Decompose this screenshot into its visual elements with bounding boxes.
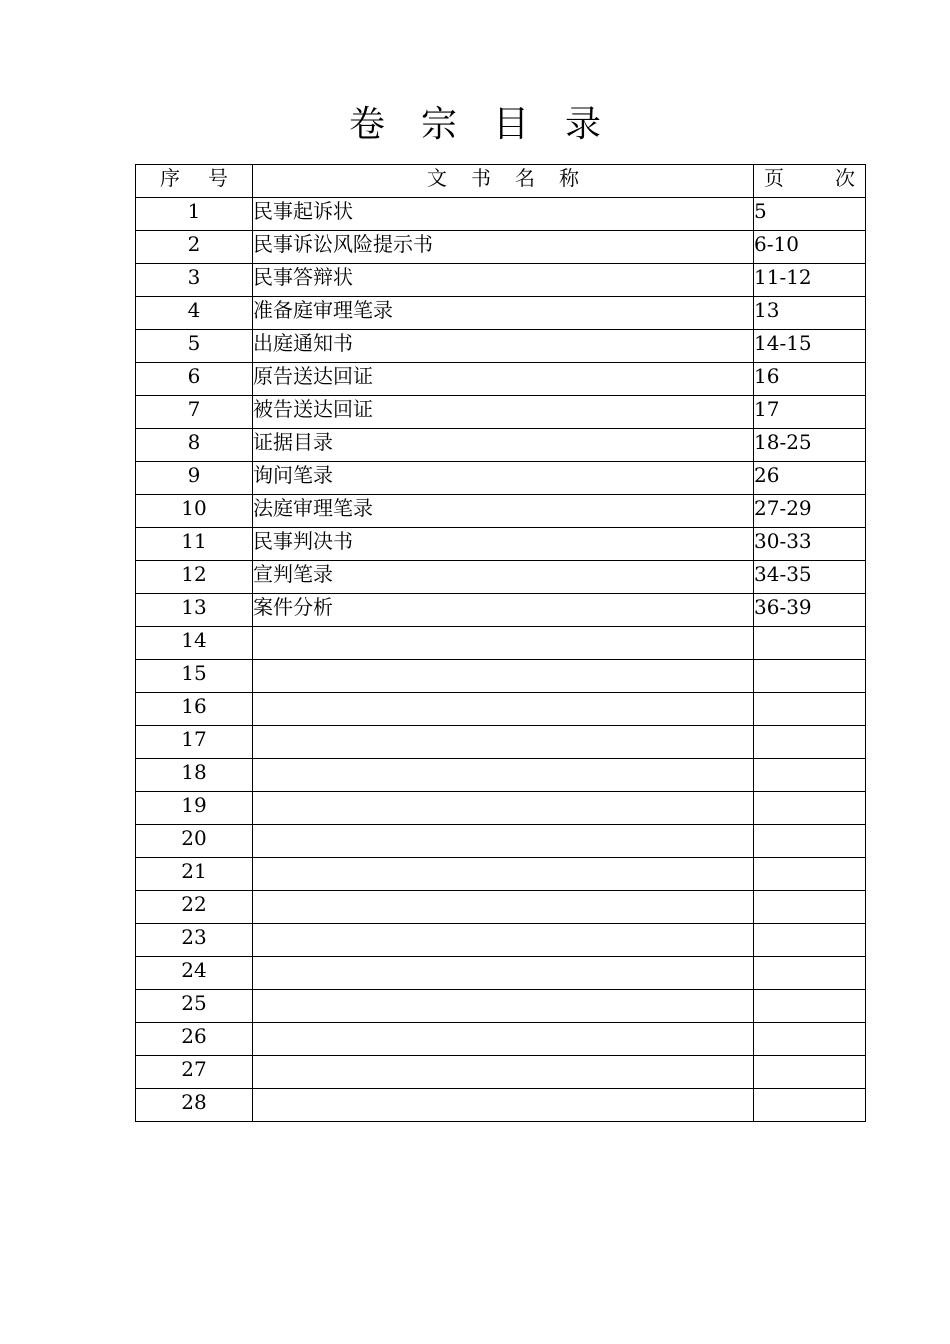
cell-serial-number: 16	[136, 693, 253, 726]
table-row	[136, 198, 866, 231]
cell-page-range	[754, 1089, 866, 1122]
table-row	[136, 792, 866, 825]
cell-serial-number: 7	[136, 396, 253, 429]
cell-serial-number: 3	[136, 264, 253, 297]
header-char: 称	[559, 166, 579, 190]
table-row	[136, 429, 866, 462]
cell-document-name: 出庭通知书	[253, 330, 754, 363]
cell-document-name: 准备庭审理笔录	[253, 297, 754, 330]
cell-document-name	[253, 693, 754, 726]
cell-document-name	[253, 627, 754, 660]
cell-page-range: 16	[754, 363, 866, 396]
table-row	[136, 363, 866, 396]
table-row	[136, 1089, 866, 1122]
table-row	[136, 660, 866, 693]
table-row	[136, 1056, 866, 1089]
cell-serial-number: 18	[136, 759, 253, 792]
table-row	[136, 495, 866, 528]
cell-serial-number: 13	[136, 594, 253, 627]
table-row	[136, 264, 866, 297]
table-row	[136, 396, 866, 429]
cell-serial-number: 10	[136, 495, 253, 528]
header-char: 次	[835, 166, 855, 190]
cell-page-range	[754, 990, 866, 1023]
table-row	[136, 231, 866, 264]
table-row	[136, 693, 866, 726]
cell-page-range	[754, 1023, 866, 1056]
cell-page-range	[754, 693, 866, 726]
cell-serial-number: 21	[136, 858, 253, 891]
cell-serial-number: 22	[136, 891, 253, 924]
table-row	[136, 990, 866, 1023]
cell-serial-number: 25	[136, 990, 253, 1023]
cell-page-range: 17	[754, 396, 866, 429]
cell-serial-number: 4	[136, 297, 253, 330]
cell-document-name: 询问笔录	[253, 462, 754, 495]
page-title	[0, 100, 950, 150]
cell-serial-number: 2	[136, 231, 253, 264]
cell-page-range: 27-29	[754, 495, 866, 528]
cell-page-range	[754, 924, 866, 957]
cell-document-name: 证据目录	[253, 429, 754, 462]
cell-document-name	[253, 1023, 754, 1056]
cell-page-range	[754, 792, 866, 825]
cell-page-range	[754, 858, 866, 891]
cell-document-name	[253, 660, 754, 693]
header-page-range	[754, 165, 866, 198]
cell-page-range: 6-10	[754, 231, 866, 264]
cell-document-name: 民事判决书	[253, 528, 754, 561]
table-row	[136, 330, 866, 363]
header-document-name	[253, 165, 754, 198]
cell-serial-number: 14	[136, 627, 253, 660]
cell-document-name	[253, 957, 754, 990]
cell-document-name: 被告送达回证	[253, 396, 754, 429]
cell-page-range	[754, 759, 866, 792]
header-char: 文	[427, 166, 447, 190]
cell-page-range	[754, 726, 866, 759]
cell-page-range	[754, 1056, 866, 1089]
cell-page-range: 26	[754, 462, 866, 495]
table-row	[136, 759, 866, 792]
cell-document-name	[253, 759, 754, 792]
cell-page-range: 13	[754, 297, 866, 330]
cell-page-range	[754, 825, 866, 858]
cell-serial-number: 11	[136, 528, 253, 561]
table-row	[136, 858, 866, 891]
cell-document-name: 原告送达回证	[253, 363, 754, 396]
cell-document-name	[253, 792, 754, 825]
cell-document-name: 民事答辩状	[253, 264, 754, 297]
header-char: 号	[208, 166, 228, 190]
cell-page-range: 36-39	[754, 594, 866, 627]
cell-document-name	[253, 858, 754, 891]
cell-document-name	[253, 1056, 754, 1089]
cell-serial-number: 9	[136, 462, 253, 495]
table-row	[136, 825, 866, 858]
cell-serial-number: 26	[136, 1023, 253, 1056]
header-char: 书	[471, 166, 491, 190]
table-row	[136, 891, 866, 924]
cell-document-name	[253, 990, 754, 1023]
cell-document-name	[253, 924, 754, 957]
title-char: 卷	[348, 104, 385, 145]
table-body	[136, 198, 866, 1122]
title-char: 宗	[420, 104, 457, 145]
cell-page-range	[754, 957, 866, 990]
cell-page-range: 14-15	[754, 330, 866, 363]
cell-serial-number: 19	[136, 792, 253, 825]
header-char: 序	[160, 166, 180, 190]
cell-serial-number: 5	[136, 330, 253, 363]
cell-page-range: 5	[754, 198, 866, 231]
table-row	[136, 726, 866, 759]
title-char: 目	[493, 104, 530, 145]
table-row	[136, 462, 866, 495]
cell-document-name: 民事起诉状	[253, 198, 754, 231]
cell-serial-number: 15	[136, 660, 253, 693]
table-row	[136, 528, 866, 561]
cell-page-range	[754, 891, 866, 924]
cell-document-name: 民事诉讼风险提示书	[253, 231, 754, 264]
cell-serial-number: 17	[136, 726, 253, 759]
cell-serial-number: 6	[136, 363, 253, 396]
cell-serial-number: 24	[136, 957, 253, 990]
table-row	[136, 957, 866, 990]
table-row	[136, 297, 866, 330]
cell-document-name: 法庭审理笔录	[253, 495, 754, 528]
table-row	[136, 924, 866, 957]
cell-page-range: 34-35	[754, 561, 866, 594]
cell-serial-number: 1	[136, 198, 253, 231]
cell-serial-number: 20	[136, 825, 253, 858]
cell-document-name	[253, 1089, 754, 1122]
header-char: 页	[764, 166, 784, 190]
cell-serial-number: 8	[136, 429, 253, 462]
cell-document-name	[253, 726, 754, 759]
cell-serial-number: 23	[136, 924, 253, 957]
title-char: 录	[565, 104, 602, 145]
cell-serial-number: 27	[136, 1056, 253, 1089]
cell-page-range: 30-33	[754, 528, 866, 561]
header-char: 名	[515, 166, 535, 190]
table-header-row	[136, 165, 866, 198]
header-serial-number	[136, 165, 253, 198]
document-index-table	[135, 164, 866, 1122]
cell-page-range	[754, 660, 866, 693]
table-row	[136, 561, 866, 594]
cell-document-name	[253, 825, 754, 858]
cell-document-name: 案件分析	[253, 594, 754, 627]
cell-document-name	[253, 891, 754, 924]
cell-serial-number: 12	[136, 561, 253, 594]
table-row	[136, 1023, 866, 1056]
cell-page-range: 18-25	[754, 429, 866, 462]
table-row	[136, 594, 866, 627]
cell-serial-number: 28	[136, 1089, 253, 1122]
cell-document-name: 宣判笔录	[253, 561, 754, 594]
table-row	[136, 627, 866, 660]
cell-page-range: 11-12	[754, 264, 866, 297]
cell-page-range	[754, 627, 866, 660]
